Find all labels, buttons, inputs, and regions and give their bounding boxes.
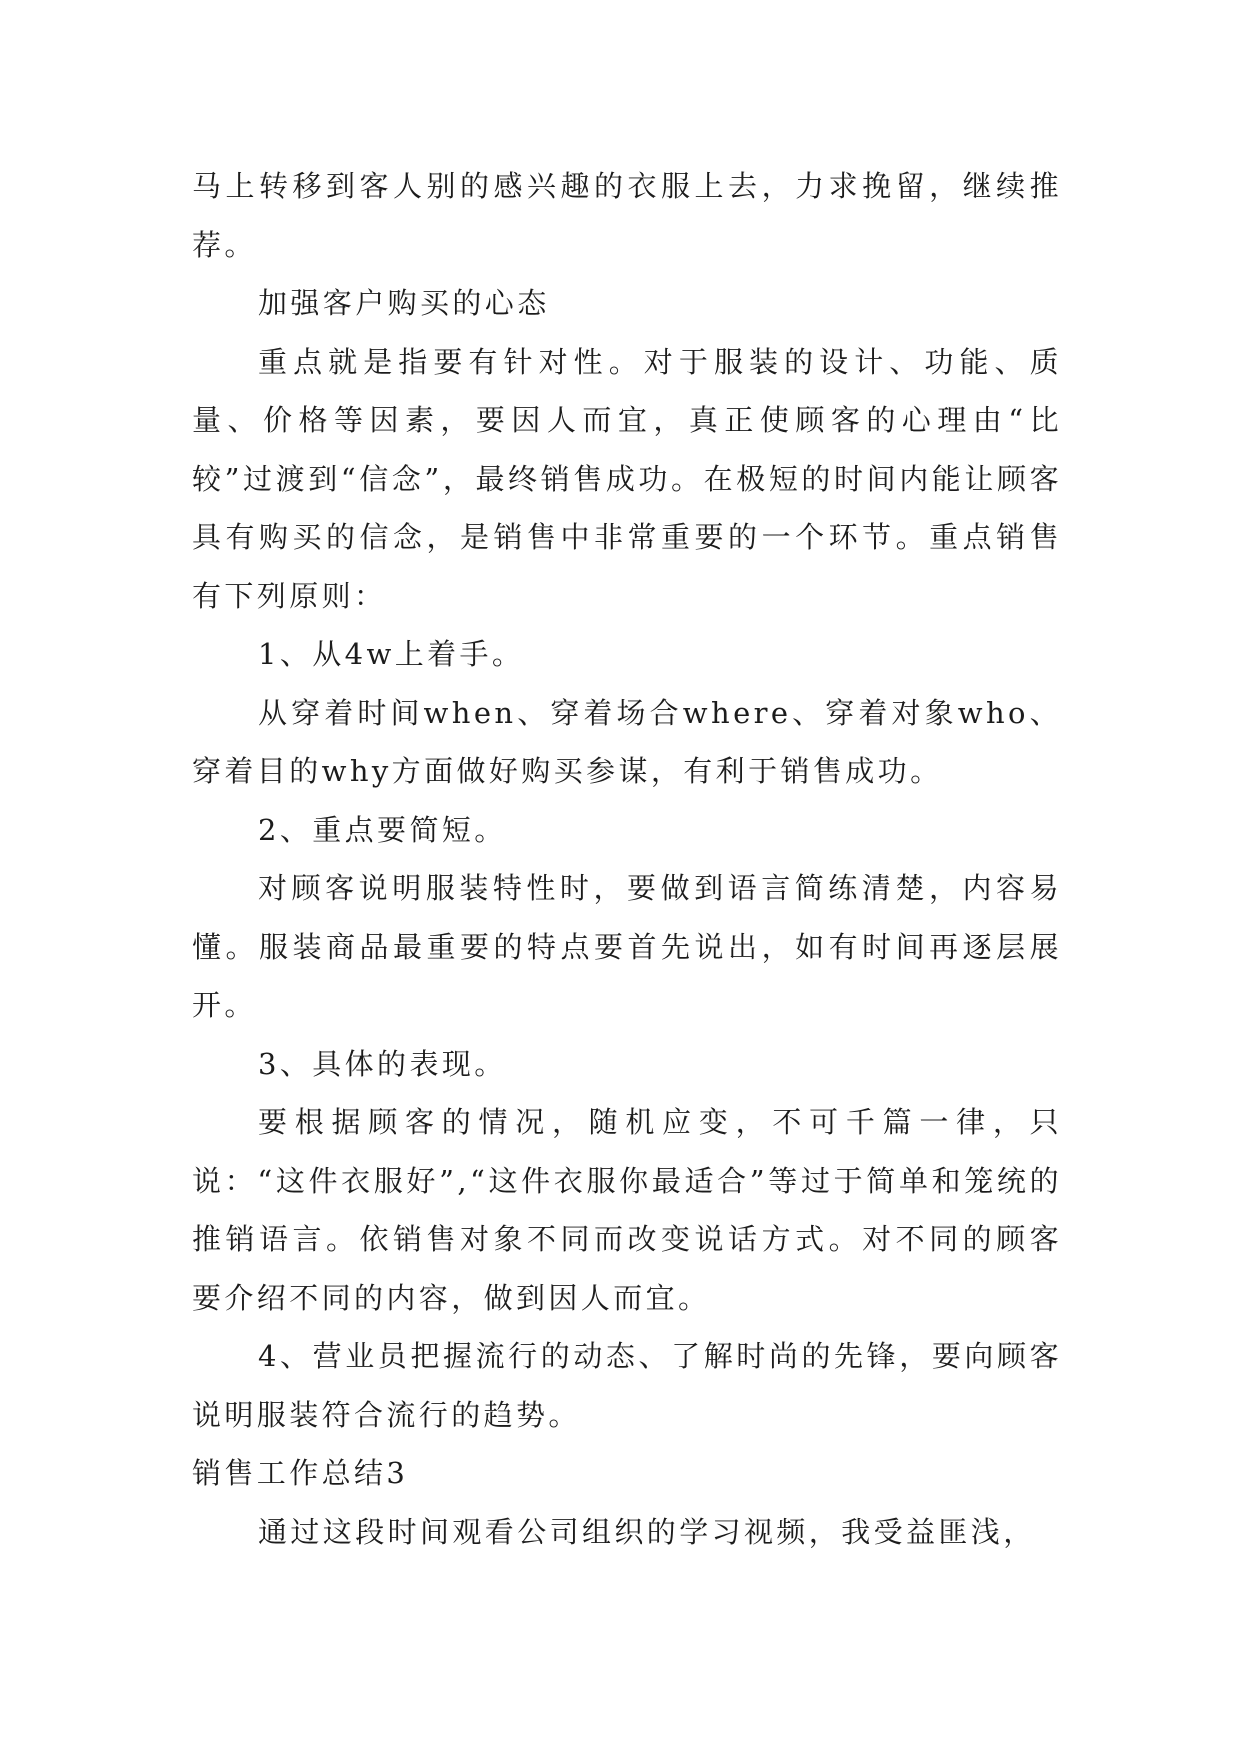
- document-body: [192, 157, 1062, 1561]
- paragraph: 从穿着时间when、穿着场合where、穿着对象who、穿着目的why方面做好购买参谋，有利于销售成功。: [192, 695, 1062, 788]
- section-subheading: 加强客户购买的心态: [258, 286, 550, 320]
- paragraph-continuation: 马上转移到客人别的感兴趣的衣服上去，力求挽留，继续推荐。: [192, 169, 1062, 262]
- paragraph: 要根据顾客的情况，随机应变，不可千篇一律，只说：“这件衣服好”,“这件衣服你最适合”等过于简单和笼统的推销语言。依销售对象不同而改变说话方式。对不同的顾客要介绍不同的内容，做到因人而宜。: [192, 1105, 1062, 1315]
- section-title: 销售工作总结3: [192, 1456, 409, 1490]
- paragraph: 重点就是指要有针对性。对于服装的设计、功能、质量、价格等因素，要因人而宜，真正使顾客的心理由“比较”过渡到“信念”，最终销售成功。在极短的时间内能让顾客具有购买的信念，是销售中非常重要的一个环节。重点销售有下列原则：: [192, 344, 1062, 613]
- paragraph: 4、营业员把握流行的动态、了解时尚的先锋，要向顾客说明服装符合流行的趋势。: [192, 1339, 1062, 1432]
- list-item-heading: 1、从4w上着手。: [258, 637, 525, 671]
- list-item-heading: 2、重点要简短。: [258, 812, 507, 847]
- paragraph: 对顾客说明服装特性时，要做到语言简练清楚，内容易懂。服装商品最重要的特点要首先说出，如有时间再逐层展开。: [192, 871, 1062, 1022]
- paragraph: 通过这段时间观看公司组织的学习视频，我受益匪浅，: [258, 1514, 1036, 1549]
- list-item-heading: 3、具体的表现。: [258, 1046, 507, 1081]
